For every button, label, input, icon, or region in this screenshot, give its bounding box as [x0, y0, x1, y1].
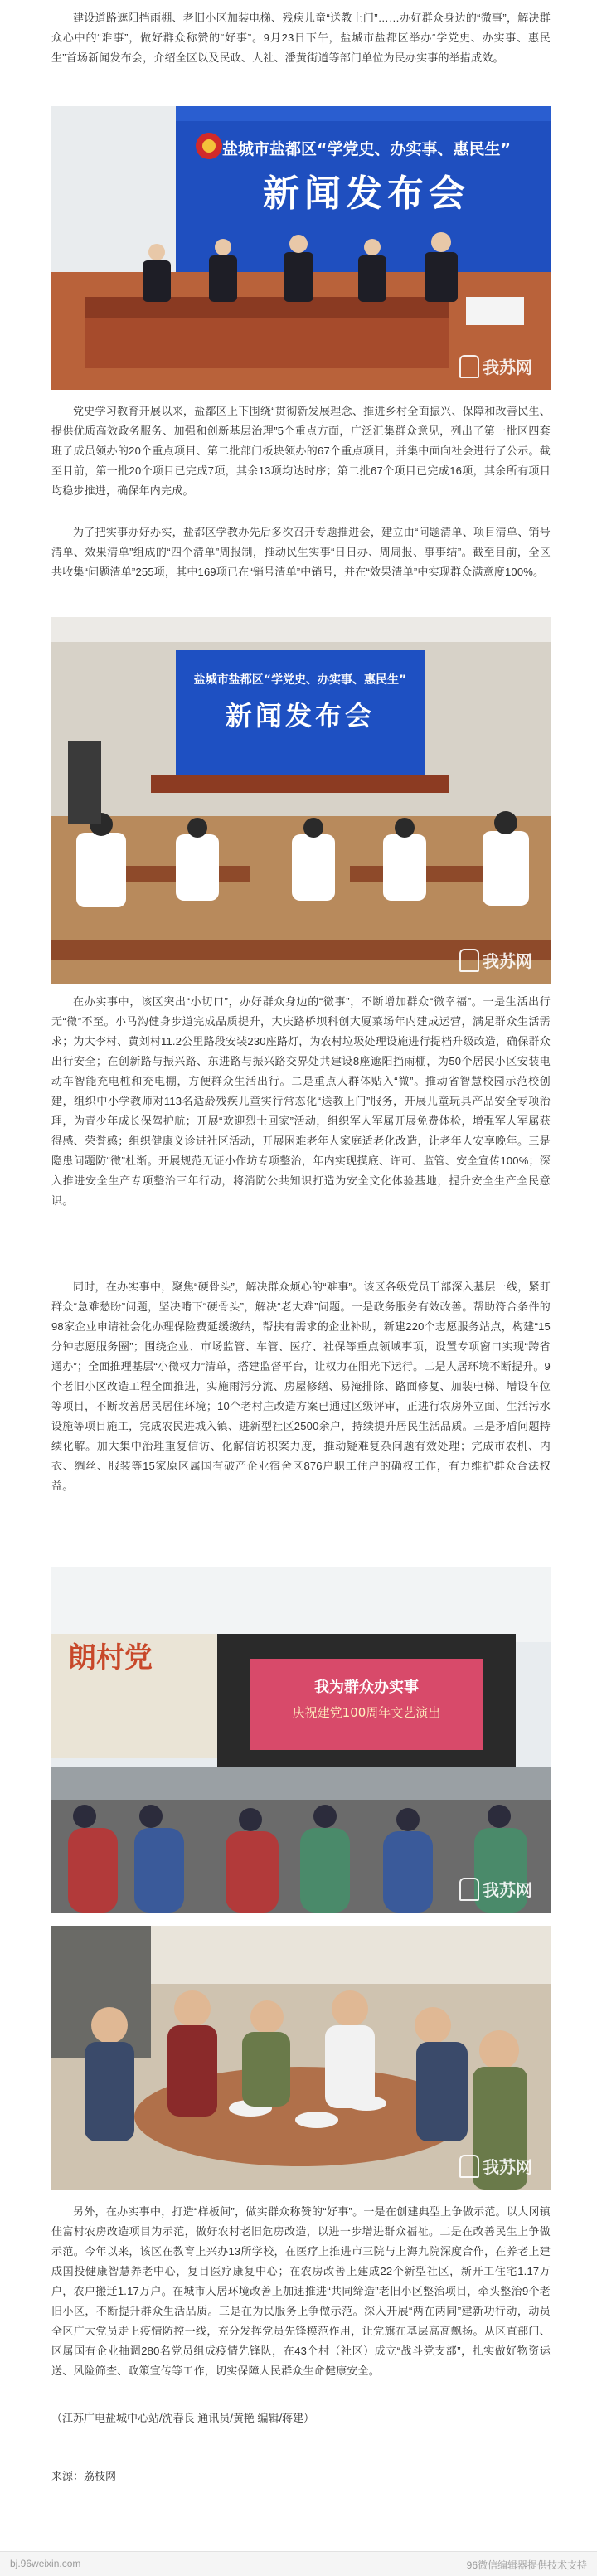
stage-text-1: 我为群众办实事 [314, 1679, 419, 1696]
press-conference-image-1 [51, 106, 551, 390]
paragraph-6: 另外，在办实事中，打造“样板间”，做实群众称赞的“好事”。一是在创建典型上争做示范。以大冈镇佳富村农房改造项目为示范，做好农村老旧危房改造，以进一步增进群众福祉。二是在改善民生上争做示范。今年以来，该区在教育上兴办13所学校，在医疗上推进市三院与上海九院深度合作，在养老上建成国投健康智慧养老中心，复目医疗康复中心；在农房改善上建成22个新型社区，新开工住宅1.17万户，农户搬迁1.17万户。在城市人居环境改善上加速推进“共同缔造”老旧小区整治项目，牵头整治9个老旧小区，不断提升群众生活品质。三是在为民服务上争做示范。深入开展“两在两同”建新功行动，动员全区广大党员走上疫情防控一线，充分发挥党员先锋模范作用，让党旗在基层高高飘扬。从区直部门、区属国有企业抽调280名党员组成疫情先锋队，在43个村（社区）成立“战斗党支部”，扎实做好物资运送、风险筛查、政策宣传等工作，切实保障人民群众生命健康安全。 [51, 2205, 551, 2377]
paragraph-5: 同时，在办实事中，聚焦“硬骨头”，解决群众烦心的“难事”。该区各级党员干部深入基层一线，紧盯群众“急难愁盼”问题，坚决啃下“硬骨头”，解决“老大难”问题。一是政务服务有效改善。帮助符合条件的98家企业申请社会化办理保险费延缓缴纳，帮扶有需求的企业补助，新建220个志愿服务站点，构建“15分钟志愿服务圈”；围绕企业、市场监管、车管、医疗、社保等重点领域事项，设置专项窗口实现“跨省通办”；全面推理基层“小微权力”清单，搭建监督平台，让权力在阳光下运行。二是人居环境不断提升。9个老旧小区改造工程全面推进，实施雨污分流、房屋修缮、易淹排除、路面修复、加装电梯、增设车位等项目，不断改善居民居住环境；10个老村庄改造方案已通过区级评审，正进行农房外立面、生活污水设施等项目施工，完成农民进城入镇、进新型社区2500余户，持续提升居民生活品质。三是矛盾问题持续化解。加大集中治理重复信访、化解信访积案力度，推动疑难复杂问题有效处理；完成市农机、内衣、绸丝、服装等15家原区属国有破产企业宿舍区876户职工住户的确权工作，有力维护群众合法权益。 [51, 1281, 551, 1492]
photo-credit: （江苏广电盐城中心站/沈春良 通讯员/黄艳 编辑/蒋建） [51, 2412, 315, 2424]
outdoor-performance-image [51, 1567, 551, 1913]
photo-press-conference-2 [51, 617, 551, 984]
photo-elderly-dinner [51, 1926, 551, 2190]
backdrop-subtitle: 新闻发布会 [263, 173, 470, 215]
stage-text-2: 庆祝建党100周年文艺演出 [292, 1705, 441, 1720]
watermark-icon [459, 949, 479, 972]
watermark-logo: 我苏网 [459, 354, 532, 378]
watermark-logo-4: 我苏网 [459, 2154, 532, 2178]
backdrop-title-2: 盐城市盐都区“学党史、办实事、惠民生” [193, 673, 407, 687]
watermark-icon [459, 2155, 479, 2178]
elderly-dinner-image [51, 1926, 551, 2190]
paragraph-intro: 建设道路遮阳挡雨棚、老旧小区加装电梯、残疾儿童“送教上门”……办好群众身边的“微事”，解决群众心中的“难事”，做好群众称赞的“好事”。9月23日下午，盐城市盐都区举办“学党史、办实事、惠民生”首场新闻发布会，介绍全区以及民政、人社、潘黄街道等部门单位为民办实事的举措成效。 [51, 12, 551, 64]
banner-text: 朗村党 [68, 1641, 153, 1674]
footer-credit: 96微信编辑器提供技术支持 [466, 2559, 587, 2571]
backdrop-title: 盐城市盐都区“学党史、办实事、惠民生” [222, 140, 511, 158]
paragraph-3: 为了把实事办好办实，盐都区学教办先后多次召开专题推进会，建立由“问题清单、项目清单、销号清单、效果清单”组成的“四个清单”周报制，推动民生实事“日日办、周周报、事事结”。截至目前，全区共收集“问题清单”255项，其中169项已在“销号清单”中销号，并在“效果清单”中实现群众满意度100%。 [51, 526, 551, 578]
paragraph-4: 在办实事中，该区突出“小切口”，办好群众身边的“微事”，不断增加群众“微幸福”。一是生活出行无“微”不至。小马沟健身步道完成品质提升，大庆路桥坝科创大厦菜场年内建成运营，满足群众生活需求；为大李村、黄刘村11.2公里路段安装230座路灯，为农村垃圾处理设施进行提档升级改造，确保群众出行安全；在创新路与振兴路、东进路与振兴路交界处共建设8座遮阳挡雨棚，为50个居民小区安装电动车智能充电桩和充电棚，方便群众生活出行。二是重点人群体贴入“微”。推动省智慧校园示范校创建，组织中小学教师对113名适龄残疾儿童实行常态化“送教上门”服务，开展儿童玩具产品安全专项治理，为青少年成长保驾护航；开展“欢迎烈士回家”活动，组织军人军属开展免费体检，增强军人军属获得感、荣誉感；组织健康义诊进社区活动，开展困难老年人家庭适老化改造，让老年人安享晚年。三是隐患问题防“微”杜渐。开展规范无证小作坊专项整治，年内实现摸底、许可、监管、安全宣传100%；深入推进安全生产专项整治三年行动，将消防公共知识打造为安全文化体验基地，提升安全生产全民意识。 [51, 995, 551, 1207]
photo-press-conference-1 [51, 106, 551, 390]
backdrop-subtitle-2: 新闻发布会 [225, 700, 376, 731]
watermark-logo-3: 我苏网 [459, 1877, 532, 1901]
press-conference-image-2 [51, 617, 551, 984]
watermark-logo-2: 我苏网 [459, 948, 532, 972]
footer-bar [0, 2551, 597, 2576]
source-line: 来源：荔枝网 [51, 2470, 117, 2482]
footer-site-link[interactable]: bj.96weixin.com [10, 2558, 81, 2569]
watermark-icon [459, 1878, 479, 1901]
paragraph-2: 党史学习教育开展以来，盐都区上下围绕“贯彻新发展理念、推进乡村全面振兴、保障和改善民生、提供优质高效政务服务、加强和创新基层治理”5个重点方面，广泛汇集群众意见，列出了第一批区四套班子成员领办的20个重点项目、第二批部门板块领办的67个重点项目，并集中面向社会进行了公示。截至目前，第一批20个项目已完成7项，其余13项均达时序；第二批67个项目已完成16项，其余所有项目均稳步推进，确保年内完成。 [51, 405, 551, 497]
watermark-icon [459, 355, 479, 378]
photo-outdoor-performance [51, 1567, 551, 1913]
